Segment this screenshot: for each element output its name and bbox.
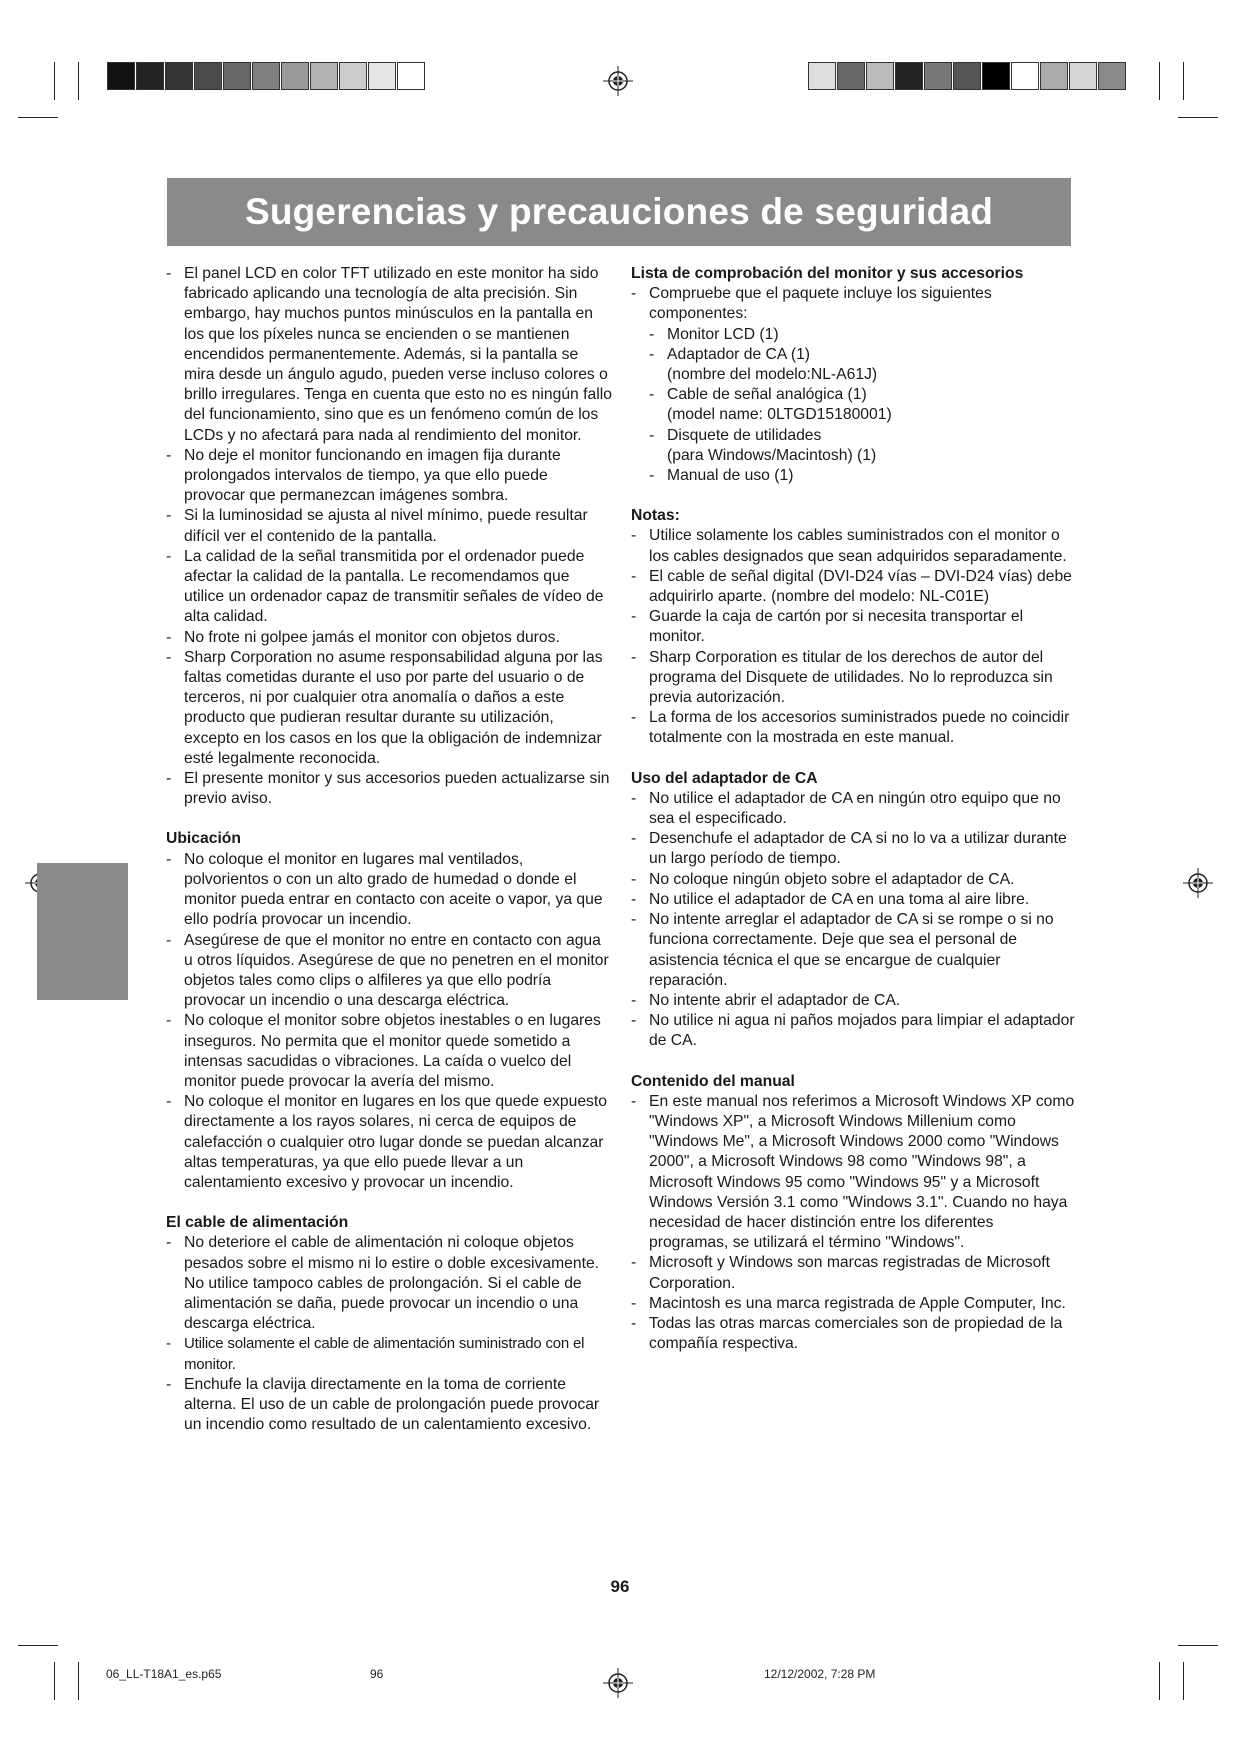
list-item: - El cable de señal digital (DVI-D24 vías – DVI-D24 vías) debe adquirirlo aparte. (nombre del modelo: NL-C01E) — [631, 567, 1076, 607]
color-swatch — [924, 62, 952, 90]
list-item: - Utilice solamente los cables suministrados con el monitor o los cables designados que sean adquiridos separadamente. — [631, 526, 1076, 566]
list-item — [631, 284, 1076, 486]
component-item: - Adaptador de CA (1) (nombre del modelo:NL-A61J) — [649, 345, 1076, 385]
list-item: - La forma de los accesorios suministrados puede no coincidir totalmente con la mostrada en este manual. — [631, 708, 1076, 748]
color-swatch — [1098, 62, 1126, 90]
list-item: - No coloque el monitor en lugares en los que quede expuesto directamente a los rayos solares, ni cerca de equipos de calefacción o cualquier otro lugar donde se puedan alcanzar altas temperaturas, ya que ello puede llevar a un calentamiento excesivo y provocar un incendio. — [166, 1092, 612, 1193]
list-item: - Desenchufe el adaptador de CA si no lo va a utilizar durante un largo período de tiempo. — [631, 829, 1076, 869]
color-swatch — [982, 62, 1010, 90]
section-heading-cable: El cable de alimentación — [166, 1214, 349, 1232]
color-swatch — [368, 62, 396, 90]
title-band — [167, 178, 1071, 246]
footer-file: 06_LL-T18A1_es.p65 — [106, 1667, 222, 1681]
component-item: - Cable de señal analógica (1) (model name: 0LTGD15180001) — [649, 385, 1076, 425]
list-item: - La calidad de la señal transmitida por el ordenador puede afectar la calidad de la pantalla. Le recomendamos que utilice un ordenador capaz de transmitir señales de vídeo de alta calidad. — [166, 547, 612, 628]
list-item: - Utilice solamente el cable de alimentación suministrado con el monitor. — [166, 1334, 612, 1374]
color-swatch — [339, 62, 367, 90]
ubicacion-list — [166, 850, 612, 1193]
list-item: - Asegúrese de que el monitor no entre en contacto con agua u otros líquidos. Asegúrese de que no penetren en el monitor objetos tales como clips o alfileres ya que ello podría provocar un incendio o una descarga eléctrica. — [166, 931, 612, 1012]
color-swatch — [136, 62, 164, 90]
color-swatch — [1040, 62, 1068, 90]
component-item: - Manual de uso (1) — [649, 466, 1076, 486]
color-swatch — [281, 62, 309, 90]
list-item: - No frote ni golpee jamás el monitor con objetos duros. — [166, 628, 612, 648]
list-item: - No deteriore el cable de alimentación ni coloque objetos pesados sobre el mismo ni lo estire o doble excesivamente. No utilice tampoco cables de prolongación. Si el cable de alimentación se daña, puede provocar un incendio o una descarga eléctrica. — [166, 1233, 612, 1334]
color-swatch — [397, 62, 425, 90]
registration-mark-icon — [603, 66, 633, 96]
color-swatch — [895, 62, 923, 90]
list-item: - Enchufe la clavija directamente en la toma de corriente alterna. El uso de un cable de prolongación puede provocar un incendio como resultado de un calentamiento excesivo. — [166, 1375, 612, 1436]
crop-mark — [54, 62, 55, 100]
color-swatch — [194, 62, 222, 90]
page-number: 96 — [610, 1577, 630, 1596]
crop-mark — [78, 1662, 79, 1700]
list-item: - Si la luminosidad se ajusta al nivel mínimo, puede resultar difícil ver el contenido de la pantalla. — [166, 506, 612, 546]
side-tab — [37, 863, 128, 1000]
color-bar-left — [107, 62, 426, 90]
list-item: - Todas las otras marcas comerciales son de propiedad de la compañía respectiva. — [631, 1314, 1076, 1354]
section-heading-lista: Lista de comprobación del monitor y sus accesorios — [631, 265, 1024, 282]
section-heading-notas: Notas: — [631, 507, 680, 525]
list-item: - No intente abrir el adaptador de CA. — [631, 991, 1076, 1011]
section-heading-ubicacion: Ubicación — [166, 830, 241, 848]
intro-list — [166, 264, 612, 809]
crop-mark — [18, 117, 58, 118]
crop-mark — [54, 1662, 55, 1700]
component-item: - Monitor LCD (1) — [649, 325, 1076, 345]
crop-mark — [1159, 1662, 1160, 1700]
crop-mark — [1183, 62, 1184, 100]
component-item: - Disquete de utilidades (para Windows/Macintosh) (1) — [649, 426, 1076, 466]
crop-mark — [1178, 117, 1218, 118]
adaptador-list — [631, 789, 1076, 1052]
list-item: - No coloque el monitor sobre objetos inestables o en lugares inseguros. No permita que el monitor quede sometido a intensas sacudidas o vibraciones. La caída o vuelco del monitor puede provocar la avería del mismo. — [166, 1011, 612, 1092]
list-item: - Sharp Corporation no asume responsabilidad alguna por las faltas cometidas durante el uso por parte del usuario o de terceros, ni por cualquier otra anomalía o daños a este producto que pudieran resultar durante su utilización, excepto en los casos en los que la obligación de indemnizar esté legalmente reconocida. — [166, 648, 612, 769]
list-item: - No coloque ningún objeto sobre el adaptador de CA. — [631, 870, 1076, 890]
color-bar-right — [808, 62, 1127, 90]
color-swatch — [252, 62, 280, 90]
lista-list — [631, 284, 1076, 486]
cable-list — [166, 1233, 612, 1435]
list-item: - Microsoft y Windows son marcas registradas de Microsoft Corporation. — [631, 1253, 1076, 1293]
notas-list — [631, 526, 1076, 748]
list-item: - Sharp Corporation es titular de los derechos de autor del programa del Disquete de utilidades. No lo reproduzca sin previa autorización. — [631, 648, 1076, 709]
footer-page: 96 — [370, 1667, 384, 1681]
color-swatch — [165, 62, 193, 90]
components-list — [649, 325, 1076, 487]
list-item: - No utilice el adaptador de CA en ningún otro equipo que no sea el especificado. — [631, 789, 1076, 829]
list-item: - El presente monitor y sus accesorios pueden actualizarse sin previo aviso. — [166, 769, 612, 809]
page-title: Sugerencias y precauciones de seguridad — [244, 191, 994, 232]
list-item: - El panel LCD en color TFT utilizado en este monitor ha sido fabricado aplicando una tecnología de alta precisión. Sin embargo, hay muchos puntos minúsculos en la pantalla en los que los píxeles nunca se encienden o se mantienen encendidos permanentemente. Además, si la pantalla se mira desde un ángulo agudo, pueden verse incluso colores o brillo irregulares. Tenga en cuenta que esto no es ningún fallo del funcionamiento, sino que es un fenómeno común de los LCDs y no afectará para nada al rendimiento del monitor. — [166, 264, 612, 446]
section-heading-adaptador: Uso del adaptador de CA — [631, 769, 818, 787]
list-item: - Macintosh es una marca registrada de Apple Computer, Inc. — [631, 1294, 1076, 1314]
registration-mark-icon — [603, 1668, 633, 1698]
color-swatch — [310, 62, 338, 90]
crop-mark — [78, 62, 79, 100]
section-heading-contenido: Contenido del manual — [631, 1072, 795, 1090]
left-column — [166, 264, 612, 1435]
color-swatch — [223, 62, 251, 90]
registration-mark-icon — [1183, 868, 1213, 898]
color-swatch — [837, 62, 865, 90]
list-item: - En este manual nos referimos a Microsoft Windows XP como "Windows XP", a Microsoft Windows Millenium como "Windows Me", a Microsoft Windows 2000 como "Windows 2000", a Microsoft Windows 98 como "Windows 98", a Microsoft Windows 95 como "Windows 95" y a Microsoft Windows Versión 3.1 como "Windows 3.1". Cuando no haya necesidad de hacer distinción entre los diferentes programas, se utilizará el término "Windows". — [631, 1092, 1076, 1254]
footer-datetime: 12/12/2002, 7:28 PM — [764, 1667, 876, 1681]
list-item: - No deje el monitor funcionando en imagen fija durante prolongados intervalos de tiempo, ya que ello puede provocar que permanezcan imágenes sombra. — [166, 446, 612, 507]
color-swatch — [1069, 62, 1097, 90]
color-swatch — [1011, 62, 1039, 90]
list-item: - Guarde la caja de cartón por si necesita transportar el monitor. — [631, 607, 1076, 647]
crop-mark — [1178, 1645, 1218, 1646]
color-swatch — [953, 62, 981, 90]
color-swatch — [808, 62, 836, 90]
list-item: - No utilice ni agua ni paños mojados para limpiar el adaptador de CA. — [631, 1011, 1076, 1051]
right-column — [631, 264, 1076, 1354]
crop-mark — [1183, 1662, 1184, 1700]
color-swatch — [107, 62, 135, 90]
crop-mark — [1159, 62, 1160, 100]
list-item: - No utilice el adaptador de CA en una toma al aire libre. — [631, 890, 1076, 910]
crop-mark — [18, 1645, 58, 1646]
list-item: - No coloque el monitor en lugares mal ventilados, polvorientos o con un alto grado de humedad o donde el monitor pueda entrar en contacto con aceite o vapor, ya que ello podría provocar un incendio. — [166, 850, 612, 931]
color-swatch — [866, 62, 894, 90]
list-item: - No intente arreglar el adaptador de CA si se rompe o si no funciona correctamente. Deje que sea el personal de asistencia técnica el que se encargue de cualquier reparación. — [631, 910, 1076, 991]
contenido-list — [631, 1092, 1076, 1355]
list-item-text: Compruebe que el paquete incluye los siguientes componentes: — [649, 285, 992, 323]
